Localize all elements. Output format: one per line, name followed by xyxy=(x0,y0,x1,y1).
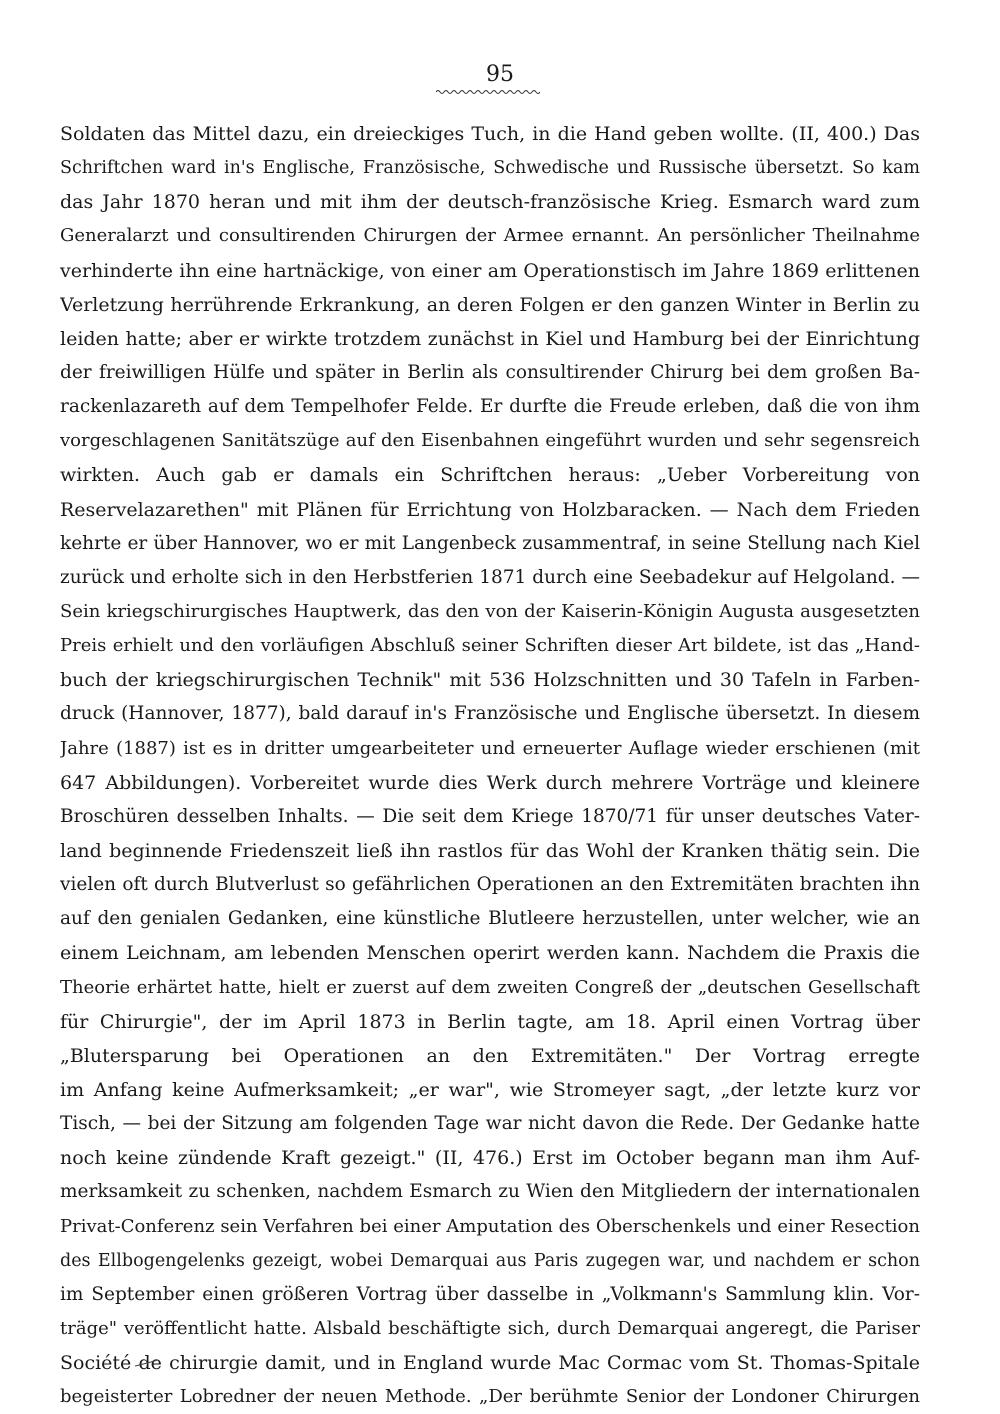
text-line: druck (Hannover, 1877), bald darauf in's Französische und Englische übersetzt. In diesem xyxy=(60,703,920,725)
text-line: begeisterter Lobredner der neuen Methode. „Der berühmte Senior der Londoner Chirurgen xyxy=(60,1386,920,1408)
text-line: Privat-Conferenz sein Verfahren bei einer Amputation des Oberschenkels und einer Resection xyxy=(60,1215,920,1237)
text-line: wirkten. Auch gab er damals ein Schriftchen heraus: „Ueber Vorbereitung von xyxy=(60,464,920,487)
text-line: kehrte er über Hannover, wo er mit Langenbeck zusammentraf, in seine Stellung nach Kiel xyxy=(60,532,920,554)
text-line: vielen oft durch Blutverlust so gefährlichen Operationen an den Extremitäten brachten ihn xyxy=(60,874,920,896)
wavy-ornament-icon xyxy=(436,88,540,96)
text-line: im Anfang keine Aufmerksamkeit; „er war", wie Stromeyer sagt, „der letzte kurz vor xyxy=(60,1078,920,1101)
text-line: der freiwilligen Hülfe und später in Berlin als consultirender Chirurg bei dem großen Ba- xyxy=(60,361,920,383)
text-line: das Jahr 1870 heran und mit ihm der deutsch-französische Krieg. Esmarch ward zum xyxy=(60,191,920,214)
text-line: im September einen größeren Vortrag über dasselbe in „Volkmann's Sammlung klin. Vor- xyxy=(60,1283,920,1305)
text-line: für Chirurgie", der im April 1873 in Berlin tagte, am 18. April einen Vortrag über xyxy=(60,1010,920,1033)
text-line: 647 Abbildungen). Vorbereitet wurde dies Werk durch mehrere Vorträge und kleinere xyxy=(60,771,920,794)
text-line: leiden hatte; aber er wirkte trotzdem zunächst in Kiel und Hamburg bei der Einrichtung xyxy=(60,327,920,350)
text-line: Theorie erhärtet hatte, hielt er zuerst auf dem zweiten Congreß der „deutschen Gesellschaft xyxy=(60,976,920,998)
text-line: land beginnende Friedenszeit ließ ihn rastlos für das Wohl der Kranken thätig sein. Die xyxy=(60,839,920,862)
page-number: 95 xyxy=(486,62,514,87)
text-line: Broschüren desselben Inhalts. — Die seit dem Kriege 1870/71 für unser deutsches Vater- xyxy=(60,805,920,827)
text-line: „Blutersparung bei Operationen an den Extremitäten." Der Vortrag erregte xyxy=(60,1044,920,1067)
text-line: merksamkeit zu schenken, nachdem Esmarch zu Wien den Mitgliedern der internationalen xyxy=(60,1181,920,1203)
text-line: Verletzung herrührende Erkrankung, an deren Folgen er den ganzen Winter in Berlin zu xyxy=(60,293,920,316)
text-line: Tisch, — bei der Sitzung am folgenden Tage war nicht davon die Rede. Der Gedanke hatte xyxy=(60,1113,920,1135)
text-line: des Ellbogengelenks gezeigt, wobei Demarquai aus Paris zugegen war, und nachdem er schon xyxy=(60,1250,920,1271)
text-line: buch der kriegschirurgischen Technik" mit 536 Holzschnitten und 30 Tafeln in Farben- xyxy=(60,669,920,692)
stray-pen-mark xyxy=(134,1358,160,1368)
text-line: vorgeschlagenen Sanitätszüge auf den Eisenbahnen eingeführt wurden und sehr segensreich xyxy=(60,430,920,452)
text-line: Schriftchen ward in's Englische, Französische, Schwedische und Russische übersetzt. So kam xyxy=(60,158,920,179)
text-line: auf den genialen Gedanken, eine künstliche Blutleere herzustellen, unter welcher, wie an xyxy=(60,908,920,930)
text-line: zurück und erholte sich in den Herbstferien 1871 durch eine Seebadekur auf Helgoland. — xyxy=(60,566,920,588)
text-line: Sein kriegschirurgisches Hauptwerk, das den von der Kaiserin-Königin Augusta ausgesetzten xyxy=(60,600,920,622)
text-line: noch keine zündende Kraft gezeigt." (II, 476.) Erst im October begann man ihm Auf- xyxy=(60,1147,920,1170)
text-line: Generalarzt und consultirenden Chirurgen der Armee ernannt. An persönlicher Theilnahme xyxy=(60,225,920,247)
text-line: rackenlazareth auf dem Tempelhofer Felde. Er durfte die Freude erleben, daß die von ihm xyxy=(60,396,920,418)
text-line: verhinderte ihn eine hartnäckige, von einer am Operationstisch im Jahre 1869 erlittenen xyxy=(60,259,920,282)
text-line: träge" veröffentlicht hatte. Alsbald beschäftigte sich, durch Demarquai angeregt, die Pariser xyxy=(60,1317,920,1339)
text-line: Reservelazarethen" mit Plänen für Errichtung von Holzbaracken. — Nach dem Frieden xyxy=(60,498,920,521)
text-line: einem Leichnam, am lebenden Menschen operirt werden kann. Nachdem die Praxis die xyxy=(60,942,920,965)
text-line: Société de chirurgie damit, und in England wurde Mac Cormac vom St. Thomas-Spitale xyxy=(60,1352,920,1375)
text-line: Preis erhielt und den vorläufigen Abschluß seiner Schriften dieser Art bildete, ist das „Hand- xyxy=(60,635,920,657)
text-line: Jahre (1887) ist es in dritter umgearbeiteter und erneuerter Auflage wieder erschienen (mit xyxy=(60,737,920,759)
body-text xyxy=(60,117,920,1414)
text-line: Soldaten das Mittel dazu, ein dreieckiges Tuch, in die Hand geben wollte. (II, 400.) Das xyxy=(60,123,920,145)
